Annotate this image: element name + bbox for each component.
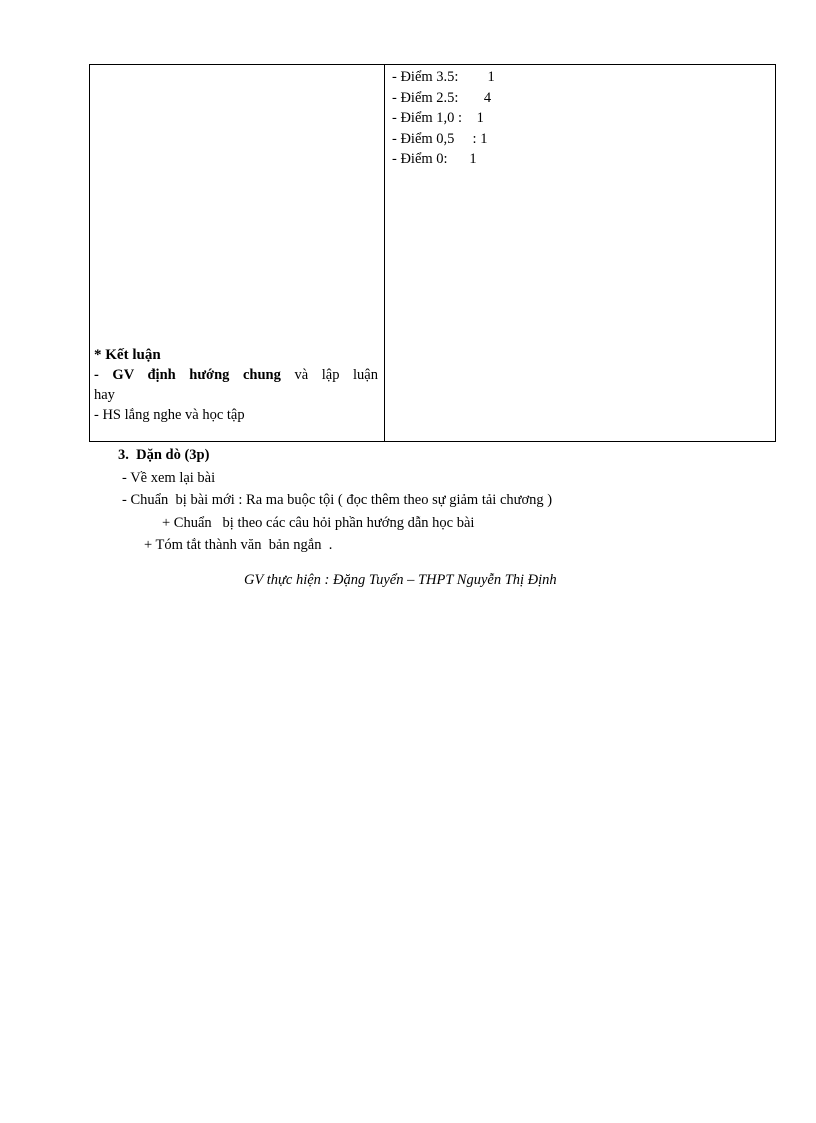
score-line: - Điểm 2.5: 4 [392,89,492,106]
conclusion-line-1: - GV định hướng chung và lập luận [94,367,378,383]
score-line: - Điểm 0: 1 [392,151,477,167]
lesson-table [89,64,776,442]
homework-subitem: + Tóm tắt thành văn bản ngắn . [144,537,333,553]
scores-cell [385,65,775,441]
score-line: - Điểm 1,0 : 1 [392,110,484,126]
conclusion-block [94,345,378,425]
homework-section [100,444,552,557]
homework-title: 3. Dặn dò (3p) [118,447,210,463]
score-line: - Điểm 3.5: 1 [392,69,495,85]
homework-subitem: + Chuẩn bị theo các câu hỏi phần hướng dẫn học bài [162,514,475,531]
author-signature: GV thực hiện : Đặng Tuyển – THPT Nguyễn Thị Định [244,572,557,588]
activity-cell [90,65,385,441]
conclusion-line-2: - HS lắng nghe và học tập [94,407,245,423]
homework-item: - Chuẩn bị bài mới : Ra ma buộc tội ( đọc thêm theo sự giảm tải chương ) [122,492,553,508]
conclusion-line-1-cont: hay [94,387,115,403]
conclusion-heading: * Kết luận [94,347,161,363]
score-line: - Điểm 0,5 : 1 [392,130,488,147]
homework-item: - Về xem lại bài [122,469,216,486]
